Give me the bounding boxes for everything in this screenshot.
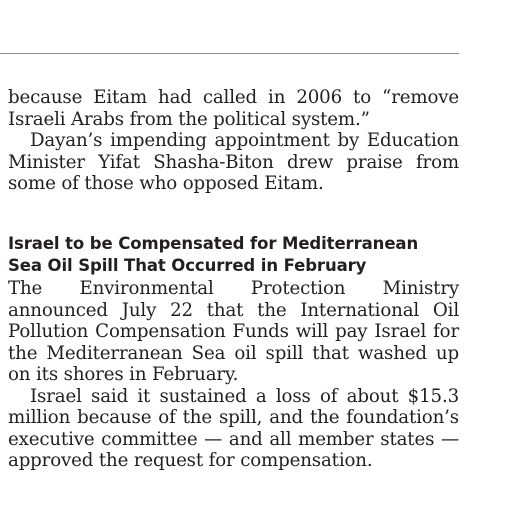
section-divider-rule — [0, 53, 459, 54]
article-headline — [8, 233, 459, 277]
body-paragraph: because Eitam had called in 2006 to “remove Israeli Arabs from the political system.” — [8, 87, 459, 130]
body-paragraph: Dayan’s impending appointment by Education Minister Yifat Shasha-Biton drew praise from some of those who opposed Eitam. — [8, 130, 459, 194]
headline-line-1: Israel to be Compensated for Mediterranean — [8, 234, 419, 253]
body-paragraph: The Environmental Protection Ministry announced July 22 that the International Oil Pollution Compensation Funds will pay Israel for the Mediterranean Sea oil spill that washed up on its shores in February. — [8, 278, 459, 385]
headline-line-2: Sea Oil Spill That Occurred in February — [8, 256, 367, 275]
body-paragraph: Israel said it sustained a loss of about $15.3 million because of the spill, and the foundation’s executive committee — and all member states — approved the request for compensation. — [8, 385, 459, 471]
previous-article-continuation — [8, 87, 459, 195]
oil-spill-article — [8, 233, 459, 472]
